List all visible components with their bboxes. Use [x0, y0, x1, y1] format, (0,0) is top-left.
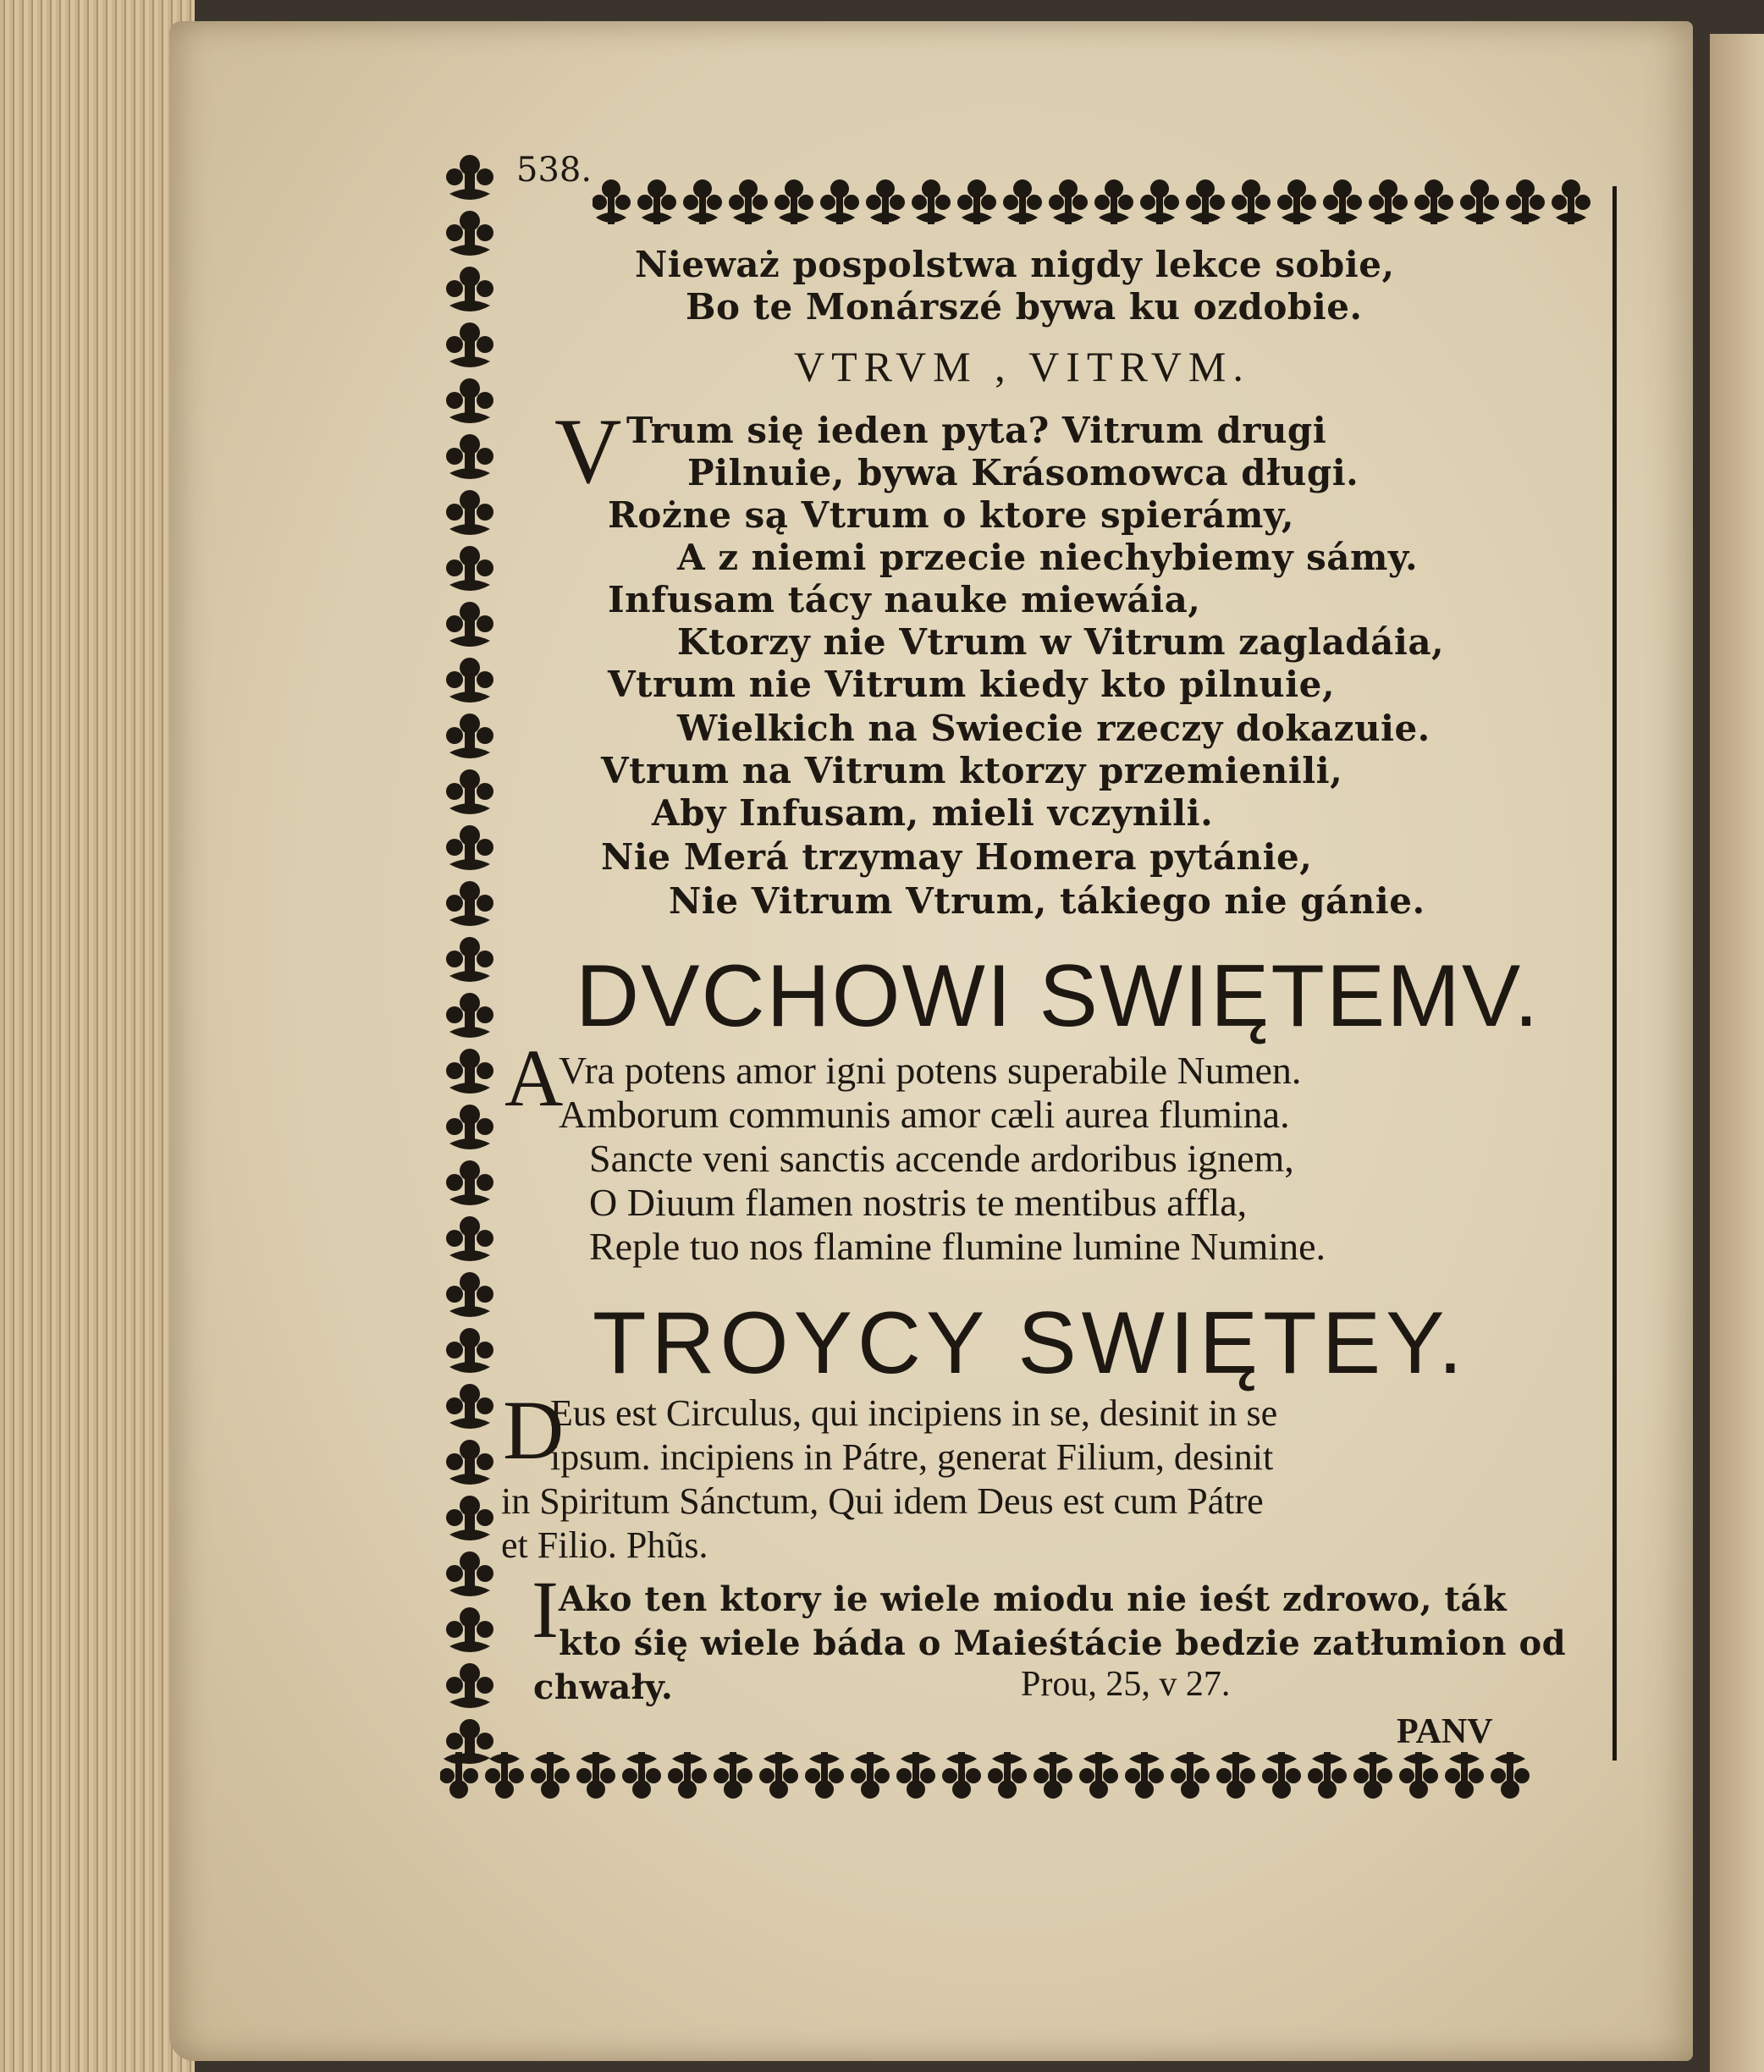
verse-line-8: Wielkich na Swiecie rzeczy dokazuie.	[677, 708, 1430, 749]
dropcap-i: I	[532, 1564, 559, 1655]
verse-line-4: A z niemi przecie niechybiemy sámy.	[677, 537, 1419, 578]
section-title-troycy: TROYCY SWIĘTEY.	[593, 1294, 1468, 1392]
dropcap-v: V	[554, 400, 622, 503]
verse-line-2: Pilnuie, bywa Krásomowca długi.	[687, 452, 1359, 493]
dropcap-d: D	[503, 1383, 565, 1477]
verse-line-1: Trum się ieden pyta? Vitrum drugi	[626, 410, 1327, 451]
hymn-line-2: Amborum communis amor cæli aurea flumina.	[559, 1093, 1290, 1136]
verse-line-9: Vtrum na Vitrum ktorzy przemienili,	[601, 750, 1343, 791]
prose-line-4: et Filio. Phũs.	[501, 1524, 708, 1566]
page-number: 538.	[516, 151, 593, 190]
book-page-edges	[0, 0, 195, 2072]
prose-line-1: Eus est Circulus, qui incipiens in se, desinit in se	[550, 1392, 1278, 1434]
hymn-line-1: Vra potens amor igni potens superabile Numen.	[559, 1049, 1302, 1092]
section-title-duchowi: DVCHOWI SWIĘTEMV.	[576, 947, 1541, 1045]
hymn-line-3: Sancte veni sanctis accende ardoribus ignem,	[589, 1137, 1294, 1180]
section-title-vtrvm: VTRVM , VITRVM.	[794, 343, 1250, 390]
hymn-line-4: O Diuum flamen nostris te mentibus affla,	[589, 1181, 1248, 1224]
verse-line-3: Rożne są Vtrum o ktore spierámy,	[608, 494, 1294, 536]
left-ornament-border	[436, 148, 504, 1773]
couplet-line-1: Nieważ pospolstwa nigdy lekce sobie,	[635, 244, 1395, 285]
verse-line-11: Nie Merá trzymay Homera pytánie,	[601, 836, 1313, 878]
proverb-line-3: chwały.	[533, 1667, 674, 1707]
dropcap-a: A	[504, 1033, 564, 1123]
proverb-line-2: kto śię wiele báda o Maieśtácie bedzie zatłumion od	[559, 1623, 1567, 1663]
hymn-line-5: Reple tuo nos flamine flumine lumine Numine.	[589, 1225, 1326, 1268]
verse-line-7: Vtrum nie Vitrum kiedy kto pilnuie,	[608, 664, 1335, 705]
proverb-citation: Prou, 25, v 27.	[1021, 1665, 1231, 1704]
verse-line-12: Nie Vitrum Vtrum, tákiego nie gánie.	[669, 880, 1425, 922]
prose-line-2: ipsum. incipiens in Pátre, generat Filium, desinit	[550, 1436, 1274, 1478]
proverb-line-1: Ako ten ktory ie wiele miodu nie ieśt zdrowo, ták	[559, 1579, 1508, 1619]
verse-line-6: Ktorzy nie Vtrum w Vitrum zagladáia,	[677, 621, 1445, 663]
verse-line-5: Infusam tácy nauke miewáia,	[608, 579, 1201, 620]
facing-page-edge	[1710, 34, 1764, 2072]
top-ornament-border	[593, 165, 1608, 241]
catchword: PANV	[1397, 1712, 1493, 1751]
prose-line-3: in Spiritum Sánctum, Qui idem Deus est cum Pátre	[501, 1480, 1264, 1522]
verse-line-10: Aby Infusam, mieli vczynili.	[652, 792, 1214, 834]
couplet-line-2: Bo te Monárszé bywa ku ozdobie.	[686, 286, 1363, 328]
